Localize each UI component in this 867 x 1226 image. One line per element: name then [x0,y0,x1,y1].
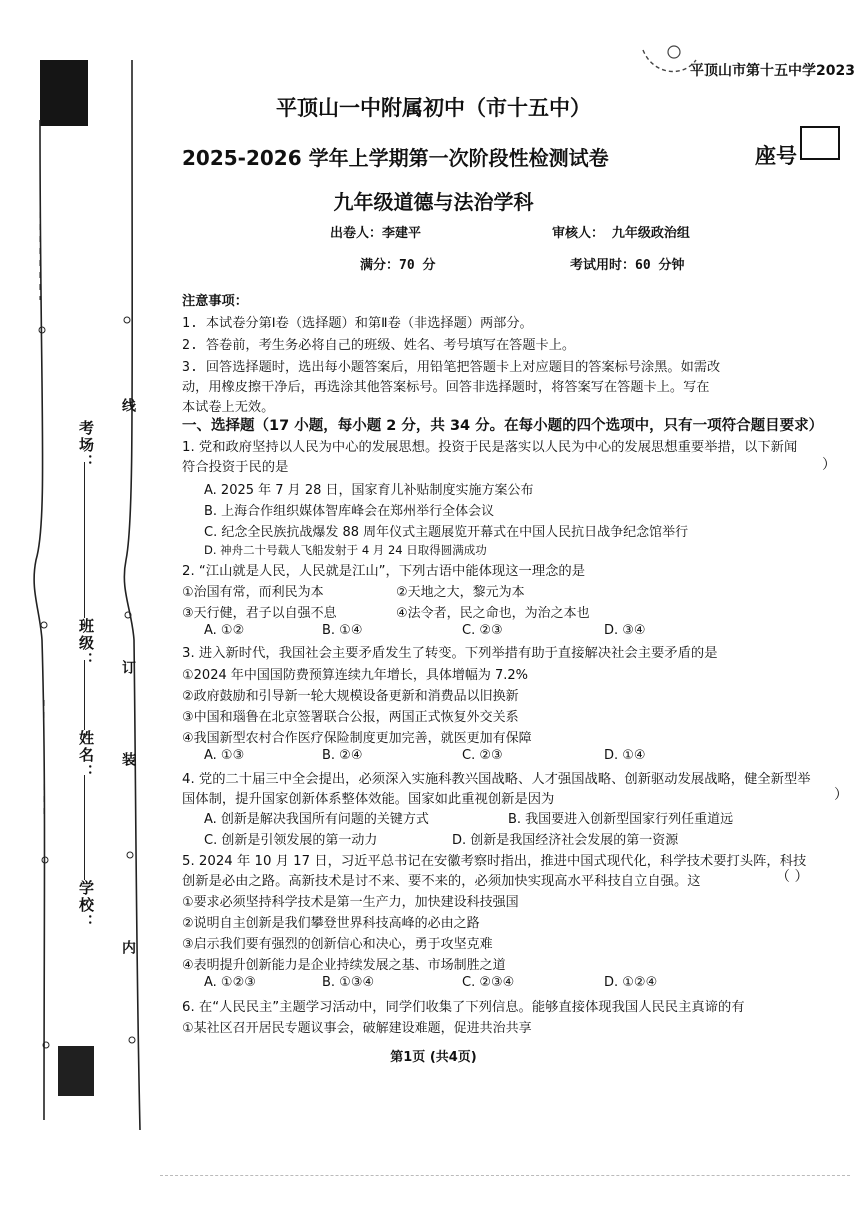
field-school[interactable] [84,775,85,880]
statement: ③启示我们要有强烈的创新信心和决心，勇于攻坚克难 [182,937,493,952]
field-name[interactable] [84,660,85,730]
question-stem: 3. 进入新时代，我国社会主要矛盾发生了转变。下列举措有助于直接解决社会主要矛盾的是 [182,646,718,661]
page-footer: 第1页 (共4页) [390,1050,477,1065]
answer-paren: ） [834,787,848,803]
binding-border-lines [0,0,170,1226]
label-exam-room: 考场： [77,420,95,471]
seat-number-box[interactable] [800,126,840,160]
statement: ①要求必须坚持科学技术是第一生产力，加快建设科技强国 [182,895,519,910]
option: B. 我国要进入创新型国家行列任重道远 [508,812,734,827]
full-score: 满分：70 分 [360,258,436,273]
statement: ①2024 年中国国防费预算连续九年增长，具体增幅为 7.2% [182,668,529,683]
stamp-text: 平顶山市第十五中学2023 [690,63,855,79]
question-stem: 符合投资于民的是 [182,460,289,475]
option: D. 神舟二十号载人飞船发射于 4 月 24 日取得圆满成功 [204,543,487,557]
scan-artifact-line [160,1175,850,1176]
answer-paren: （ ） [776,869,809,885]
statement: ④表明提升创新能力是企业持续发展之基、市场制胜之道 [182,958,506,973]
option: D. ①②④ [604,975,658,990]
exam-title: 2025-2026 学年上学期第一次阶段性检测试卷 [182,146,609,170]
notice-line: 3. 回答选择题时，选出每小题答案后，用铅笔把答题卡上对应题目的答案标号涂黑。如需改 [182,360,721,375]
school-seal-icon [638,40,698,80]
label-school: 学校： [77,880,95,931]
option: C. 纪念全民族抗战爆发 88 周年仪式主题展览开幕式在中国人民抗日战争纪念馆举行 [204,525,689,540]
question-stem: 6. 在“人民民主”主题学习活动中，同学们收集了下列信息。能够直接体现我国人民民主真谛的有 [182,1000,745,1015]
field-exam-room[interactable] [84,462,85,552]
mark-staple: 订 [120,660,136,674]
reviewer: 审核人： 九年级政治组 [552,226,690,241]
author: 出卷人：李建平 [330,226,422,241]
subject-title: 九年级道德与法治学科 [333,190,534,214]
mark-bind: 装 [120,752,136,766]
statement: ④我国新型农村合作医疗保险制度更加完善，就医更加有保障 [182,731,532,746]
option: B. ②④ [322,748,363,763]
statement: ②政府鼓励和引导新一轮大规模设备更新和消费品以旧换新 [182,689,519,704]
statement: ③天行健，君子以自强不息 [182,606,337,621]
option: C. 创新是引领发展的第一动力 [204,833,378,848]
seat-label: 座号 [755,144,797,168]
label-name: 姓名： [77,730,95,781]
mark-inner: 内 [120,940,136,954]
question-stem: 2. “江山就是人民，人民就是江山”，下列古语中能体现这一理念的是 [182,564,586,579]
statement: ②天地之大，黎元为本 [396,585,525,600]
option: C. ②③ [462,748,503,763]
question-stem: 创新是必由之路。高新技术是讨不来、要不来的，必须加快实现高水平科技自立自强。这 [182,874,701,889]
question-stem: 4. 党的二十届三中全会提出，必须深入实施科教兴国战略、人才强国战略、创新驱动发展战略，健全新型举 [182,772,811,787]
school-name: 平顶山一中附属初中（市十五中） [276,96,591,120]
notice-title: 注意事项： [182,294,248,309]
notice-line: 动，用橡皮擦干净后，再选涂其他答案标号。回答非选择题时，将答案写在答题卡上。写在 [182,380,710,395]
option: D. 创新是我国经济社会发展的第一资源 [452,833,679,848]
notice-line: 本试卷上无效。 [182,400,275,415]
question-stem: 5. 2024 年 10 月 17 日，习近平总书记在安徽考察时指出，推进中国式现代化，科学技术要打头阵，科技 [182,854,807,869]
section-heading: 一、选择题（17 小题，每小题 2 分，共 34 分。在每小题的四个选项中，只有一项符合题目要求） [182,418,824,434]
option: C. ②③ [462,623,503,638]
option: B. ①③④ [322,975,375,990]
field-class[interactable] [84,540,85,618]
statement: ①治国有常，而利民为本 [182,585,324,600]
option: D. ③④ [604,623,646,638]
label-class: 班级： [77,618,95,669]
statement: ①某社区召开居民专题议事会，破解建设难题，促进共治共享 [182,1021,532,1036]
statement: ③中国和瑙鲁在北京签署联合公报，两国正式恢复外交关系 [182,710,519,725]
statement: ②说明自主创新是我们攀登世界科技高峰的必由之路 [182,916,480,931]
option: B. ①④ [322,623,363,638]
option: B. 上海合作组织媒体智库峰会在郑州举行全体会议 [204,504,495,519]
option: A. ①③ [204,748,245,763]
option: A. 2025 年 7 月 28 日，国家育儿补贴制度实施方案公布 [204,483,534,498]
statement: ④法令者，民之命也，为治之本也 [396,606,590,621]
option: A. ①②③ [204,975,256,990]
notice-line: 1. 本试卷分第Ⅰ卷（选择题）和第Ⅱ卷（非选择题）两部分。 [182,316,533,331]
exam-time: 考试用时：60 分钟 [570,258,685,273]
option: A. ①② [204,623,245,638]
question-stem: 国体制，提升国家创新体系整体效能。国家如此重视创新是因为 [182,792,555,807]
notice-line: 2. 答卷前，考生务必将自己的班级、姓名、考号填写在答题卡上。 [182,338,576,353]
answer-paren: ） [822,457,836,473]
mark-line: 线 [120,398,136,412]
option: C. ②③④ [462,975,515,990]
option: A. 创新是解决我国所有问题的关键方式 [204,812,429,827]
question-stem: 1. 党和政府坚持以人民为中心的发展思想。投资于民是落实以人民为中心的发展思想重要举措，以下新闻 [182,440,798,455]
option: D. ①④ [604,748,646,763]
